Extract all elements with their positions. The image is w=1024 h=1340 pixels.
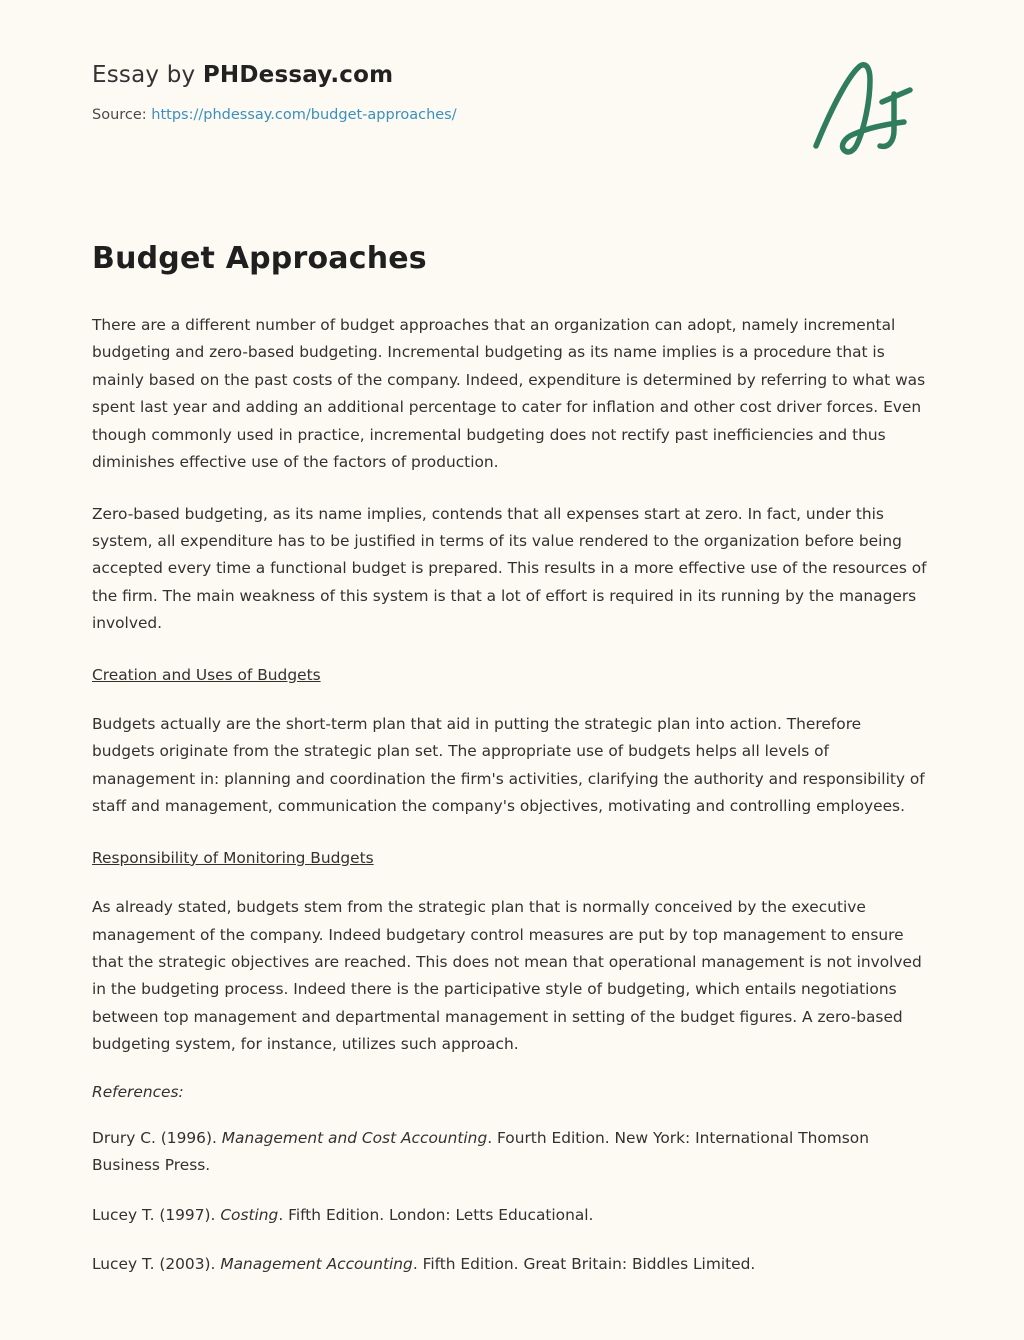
references-label: References:	[92, 1082, 184, 1101]
section-heading-responsibility: Responsibility of Monitoring Budgets	[92, 848, 374, 867]
reference-title: Costing	[220, 1205, 279, 1224]
reference-prefix: Lucey T. (2003).	[92, 1254, 221, 1273]
page-title: Budget Approaches	[92, 241, 427, 276]
phdessay-logo-icon	[808, 58, 928, 158]
document-content	[0, 241, 1024, 1340]
reference-prefix: Lucey T. (1997).	[92, 1205, 221, 1224]
paragraph-creation-uses: Budgets actually are the short-term plan that aid in putting the strategic plan into action. Therefore budgets originate from the strategic plan set. The appropriate use of budgets helps all levels of management in: planning and coordination the firm's activities, clarifying the authority and responsibility of staff and management, communication the company's objectives, motivating and controlling employees.	[92, 715, 925, 816]
source-label: Source:	[92, 107, 152, 123]
reference-prefix: Drury C. (1996).	[92, 1128, 222, 1147]
paragraph-intro: There are a different number of budget approaches that an organization can adopt, namely incremental budgeting and zero-based budgeting. Incremental budgeting as its name implies is a procedure that is mainly based on the past costs of the company. Indeed, expenditure is determined by referring to what was spent last year and adding an additional percentage to cater for inflation and other cost driver forces. Even though commonly used in practice, incremental budgeting does not rectify past inefficiencies and thus diminishes effective use of the factors of production.	[92, 316, 926, 472]
reference-suffix: . Fifth Edition. Great Britain: Biddles Limited.	[412, 1254, 756, 1273]
reference-item	[92, 1251, 928, 1278]
reference-item	[92, 1202, 928, 1229]
brand-prefix: Essay by	[92, 62, 203, 88]
brand-name: PHDessay.com	[202, 62, 394, 88]
reference-suffix: . Fourth Edition. New York: International Thomson Business Press.	[92, 1128, 869, 1175]
section-heading-creation-uses: Creation and Uses of Budgets	[92, 665, 321, 684]
paragraph-zero-based: Zero-based budgeting, as its name implies, contends that all expenses start at zero. In fact, under this system, all expenditure has to be justified in terms of its value rendered to the organization before being accepted every time a functional budget is prepared. This results in a more effective use of the resources of the firm. The main weakness of this system is that a lot of effort is required in its running by the managers involved.	[92, 504, 927, 633]
reference-item	[92, 1125, 928, 1180]
reference-title: Management and Cost Accounting	[221, 1128, 488, 1147]
section-2-heading-wrap	[92, 845, 928, 894]
paragraph-responsibility: As already stated, budgets stem from the strategic plan that is normally conceived by the executive management of the company. Indeed budgetary control measures are put by top management to ensure that the strategic objectives are reached. This does not mean that operational management is not involved in the budgeting process. Indeed there is the participative style of budgeting, which entails negotiations between top management and departmental management in setting of the budget figures. A zero-based budgeting system, for instance, utilizes such approach.	[92, 898, 922, 1054]
reference-suffix: . Fifth Edition. London: Letts Educational.	[278, 1205, 594, 1224]
document-header	[0, 0, 1024, 123]
reference-title: Management Accounting	[220, 1254, 413, 1273]
source-url-link[interactable]: https://phdessay.com/budget-approaches/	[151, 107, 457, 123]
section-1-heading-wrap	[92, 662, 928, 711]
